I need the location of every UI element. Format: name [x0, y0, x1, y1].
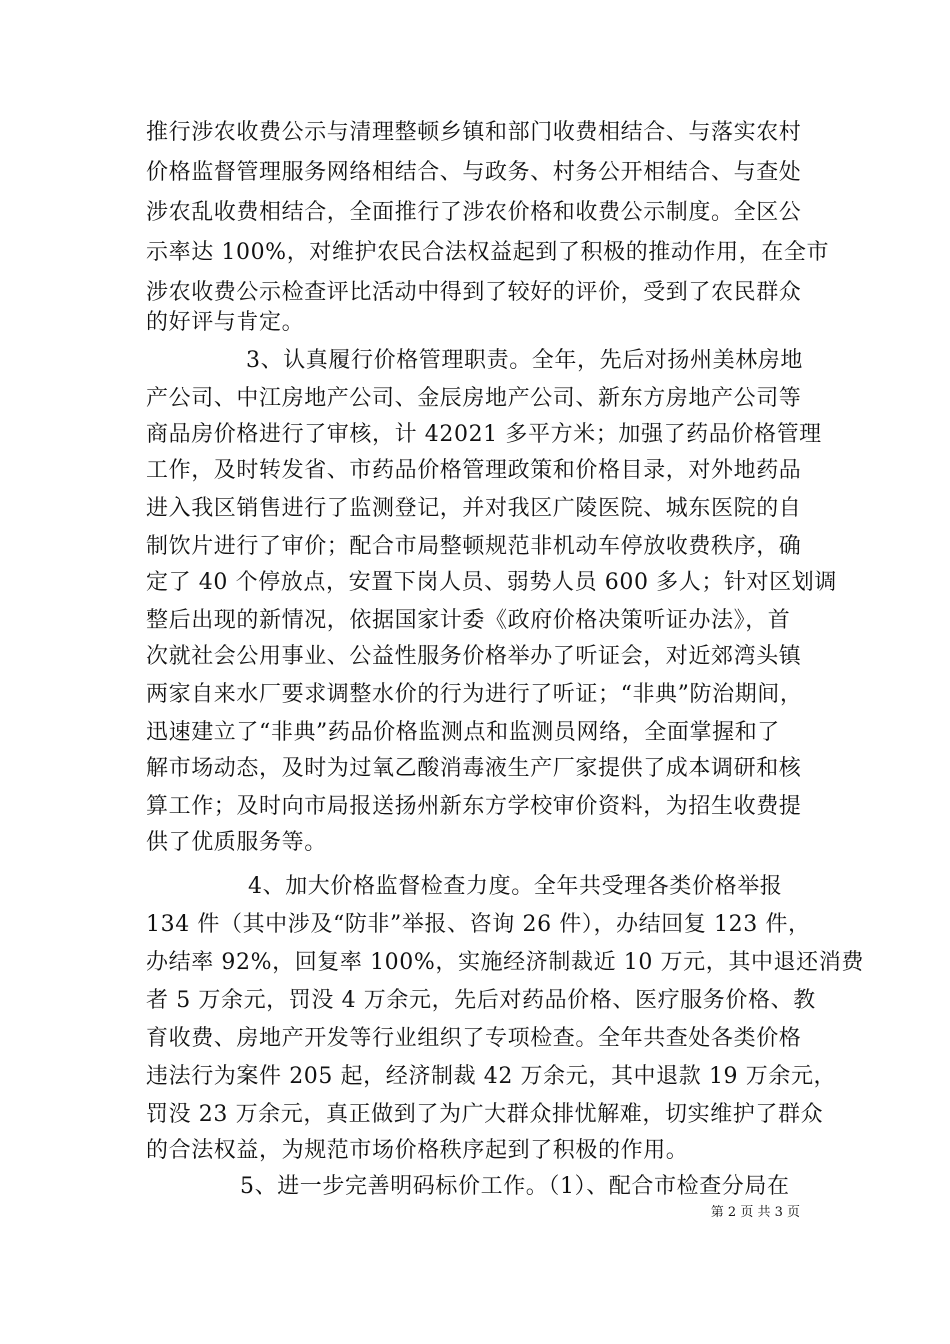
paragraph-3-line-6: 违法行为案件 205 起，经济制裁 42 万余元，其中退款 19 万余元，: [146, 1064, 837, 1089]
paragraph-2-line-10: 两家自来水厂要求调整水价的行为进行了听证；“非典”防治期间，: [146, 682, 803, 707]
paragraph-2-line-3: 商品房价格进行了审核，计 42021 多平方米；加强了药品价格管理: [146, 422, 822, 447]
paragraph-2-line-9: 次就社会公用事业、公益性服务价格举办了听证会，对近郊湾头镇: [146, 644, 802, 669]
paragraph-3-line-1: 4、加大价格监督检查力度。全年共受理各类价格举报: [248, 874, 783, 899]
paragraph-4-line-1: 5、进一步完善明码标价工作。（1）、配合市检查分局在: [240, 1174, 790, 1199]
paragraph-3-line-5: 育收费、房地产开发等行业组织了专项检查。全年共查处各类价格: [146, 1026, 802, 1051]
paragraph-3-line-4: 者 5 万余元，罚没 4 万余元，先后对药品价格、医疗服务价格、教: [146, 988, 816, 1013]
paragraph-1-line-4: 示率达 100%，对维护农民合法权益起到了积极的推动作用，在全市: [146, 240, 830, 265]
paragraph-2-line-5: 进入我区销售进行了监测登记，并对我区广陵医院、城东医院的自: [146, 496, 802, 521]
paragraph-2-line-2: 产公司、中江房地产公司、金辰房地产公司、新东方房地产公司等: [146, 386, 802, 411]
paragraph-3-line-3: 办结率 92%，回复率 100%，实施经济制裁近 10 万元，其中退还消费: [146, 950, 864, 975]
paragraph-1-line-2: 价格监督管理服务网络相结合、与政务、村务公开相结合、与查处: [146, 160, 802, 185]
paragraph-2-line-7: 定了 40 个停放点，安置下岗人员、弱势人员 600 多人；针对区划调: [146, 570, 837, 595]
page-footer: 第 2 页 共 3 页: [710, 1205, 800, 1220]
paragraph-3-line-7: 罚没 23 万余元，真正做到了为广大群众排忧解难，切实维护了群众: [146, 1102, 824, 1127]
paragraph-1-line-6: 的好评与肯定。: [146, 310, 305, 335]
paragraph-2-line-8: 整后出现的新情况，依据国家计委《政府价格决策听证办法》，首: [146, 608, 791, 633]
paragraph-2-line-14: 供了优质服务等。: [146, 830, 327, 855]
paragraph-2-line-6: 制饮片进行了审价；配合市局整顿规范非机动车停放收费秩序，确: [146, 534, 802, 559]
paragraph-2-line-12: 解市场动态，及时为过氧乙酸消毒液生产厂家提供了成本调研和核: [146, 756, 802, 781]
paragraph-2-line-4: 工作，及时转发省、市药品价格管理政策和价格目录，对外地药品: [146, 458, 802, 483]
paragraph-1-line-1: 推行涉农收费公示与清理整顿乡镇和部门收费相结合、与落实农村: [146, 120, 802, 145]
paragraph-1-line-3: 涉农乱收费相结合，全面推行了涉农价格和收费公示制度。全区公: [146, 200, 802, 225]
paragraph-3-line-8: 的合法权益，为规范市场价格秩序起到了积极的作用。: [146, 1138, 689, 1163]
paragraph-2-line-11: 迅速建立了“非典”药品价格监测点和监测员网络，全面掌握和了: [146, 720, 780, 745]
paragraph-2-line-13: 算工作；及时向市局报送扬州新东方学校审价资料，为招生收费提: [146, 794, 802, 819]
paragraph-3-line-2: 134 件（其中涉及“防非”举报、咨询 26 件），办结回复 123 件，: [146, 912, 811, 937]
paragraph-2-line-1: 3、认真履行价格管理职责。全年，先后对扬州美林房地: [246, 348, 803, 373]
paragraph-1-line-5: 涉农收费公示检查评比活动中得到了较好的评价，受到了农民群众: [146, 280, 802, 305]
